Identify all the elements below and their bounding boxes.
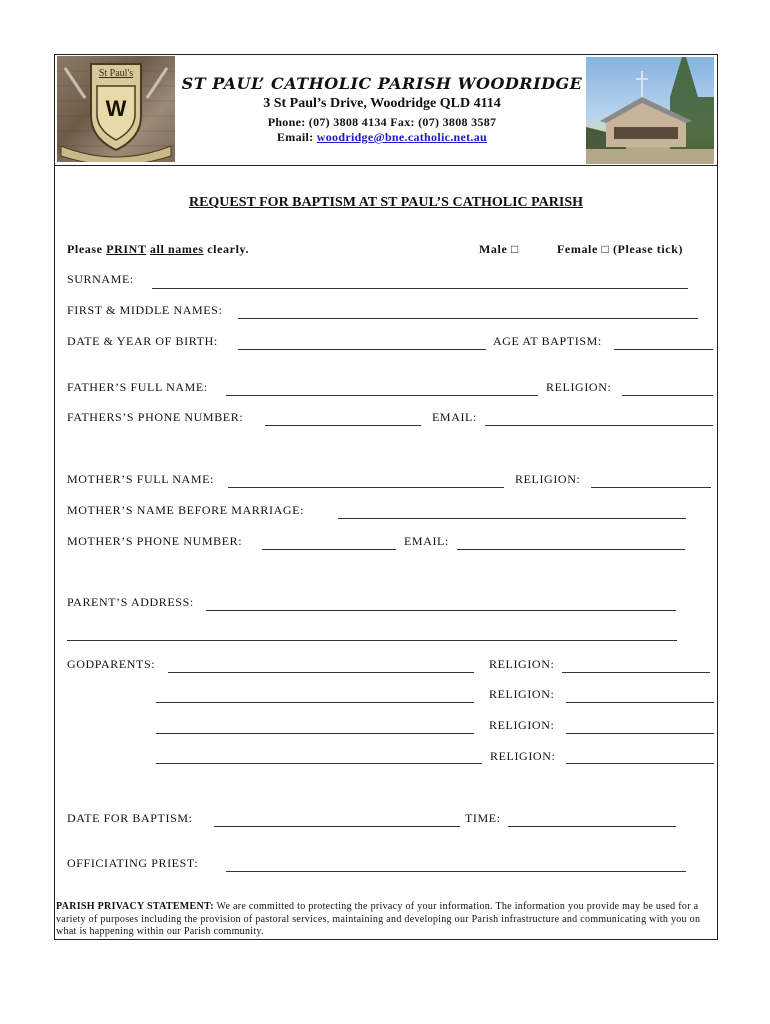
instruction-suffix: clearly. (203, 242, 250, 256)
surname-field[interactable] (152, 288, 688, 289)
privacy-statement (56, 901, 716, 939)
parents-address-field-2[interactable] (67, 640, 677, 641)
age-at-baptism-field[interactable] (614, 349, 713, 350)
godparent-2-religion-field[interactable] (566, 702, 714, 703)
mother-religion-field[interactable] (591, 487, 711, 488)
mother-name-label: MOTHER’S FULL NAME: (67, 472, 214, 486)
instruction-print: PRINT (106, 242, 147, 256)
baptism-date-field[interactable] (214, 826, 460, 827)
baptism-time-field[interactable] (508, 826, 676, 827)
parish-address: 3 St Paul’s Drive, Woodridge QLD 4114 (263, 96, 501, 111)
father-religion-label: RELIGION: (546, 380, 612, 394)
first-middle-names-field[interactable] (238, 318, 698, 319)
instruction-all-names: all names (149, 242, 204, 256)
godparent-4-religion-field[interactable] (566, 763, 714, 764)
father-email-label: EMAIL: (432, 410, 477, 424)
godparent-3-religion-field[interactable] (566, 733, 714, 734)
baptism-date-label: DATE FOR BAPTISM: (67, 811, 193, 825)
age-at-baptism-label: AGE AT BAPTISM: (493, 334, 602, 348)
father-phone-field[interactable] (265, 425, 421, 426)
mother-phone-label: MOTHER’S PHONE NUMBER: (67, 534, 243, 548)
header-divider (54, 165, 718, 166)
godparent-1-field[interactable] (168, 672, 474, 673)
mother-religion-label: RELIGION: (515, 472, 581, 486)
form-border (54, 54, 718, 940)
father-name-field[interactable] (226, 395, 538, 396)
mother-maiden-name-label: MOTHER’S NAME BEFORE MARRIAGE: (67, 503, 305, 517)
logo-text: St Paul's (98, 68, 134, 79)
godparent-3-religion-label: RELIGION: (489, 718, 555, 732)
father-name-label: FATHER’S FULL NAME: (67, 380, 208, 394)
form-title: REQUEST FOR BAPTISM AT ST PAUL’S CATHOLIC PARISH (188, 195, 584, 210)
parish-email-link[interactable]: woodridge@bne.catholic.net.au (316, 130, 487, 144)
mother-name-field[interactable] (228, 487, 504, 488)
father-phone-label: FATHERS’S PHONE NUMBER: (67, 410, 244, 424)
surname-label: SURNAME: (67, 272, 134, 286)
godparents-label: GODPARENTS: (67, 657, 156, 671)
instruction-prefix: Please (67, 242, 107, 256)
godparent-2-field[interactable] (156, 702, 474, 703)
father-religion-field[interactable] (622, 395, 713, 396)
privacy-heading: PARISH PRIVACY STATEMENT: (56, 901, 214, 912)
church-photo (586, 57, 714, 164)
father-email-field[interactable] (485, 425, 713, 426)
godparent-1-religion-field[interactable] (562, 672, 710, 673)
godparent-3-field[interactable] (156, 733, 474, 734)
print-instruction (67, 242, 249, 257)
mother-email-field[interactable] (457, 549, 685, 550)
godparent-1-religion-label: RELIGION: (489, 657, 555, 671)
parish-email-line (180, 130, 584, 145)
mother-maiden-name-field[interactable] (338, 518, 686, 519)
godparent-2-religion-label: RELIGION: (489, 687, 555, 701)
first-middle-names-label: FIRST & MIDDLE NAMES: (67, 303, 223, 317)
logo-letter: W (105, 96, 127, 121)
baptism-time-label: TIME: (465, 811, 501, 825)
parish-phone-fax: Phone: (07) 3808 4134 Fax: (07) 3808 3587 (267, 115, 497, 129)
parish-name: ST PAUL’ CATHOLIC PARISH WOODRIDGE (181, 74, 583, 93)
parish-logo (57, 56, 175, 162)
parents-address-label: PARENT’S ADDRESS: (67, 595, 194, 609)
officiating-priest-field[interactable] (226, 871, 686, 872)
mother-phone-field[interactable] (262, 549, 396, 550)
godparent-4-field[interactable] (156, 763, 482, 764)
date-of-birth-field[interactable] (238, 349, 486, 350)
godparent-4-religion-label: RELIGION: (490, 749, 556, 763)
church-building-icon (586, 57, 714, 164)
mother-email-label: EMAIL: (404, 534, 449, 548)
parents-address-field-1[interactable] (206, 610, 676, 611)
privacy-text: We are committed to protecting the privacy of your information. The information you provide may be used for a variety of purposes including the provision of pastoral services, maintaining and developing our Parish infrastructure and communicating with you on what is happening within our Parish community. (56, 901, 701, 937)
date-of-birth-label: DATE & YEAR OF BIRTH: (67, 334, 218, 348)
male-checkbox[interactable]: Male □ (479, 242, 519, 256)
email-label: Email: (277, 130, 314, 144)
officiating-priest-label: OFFICIATING PRIEST: (67, 856, 199, 870)
female-checkbox[interactable]: Female □ (Please tick) (557, 242, 684, 256)
